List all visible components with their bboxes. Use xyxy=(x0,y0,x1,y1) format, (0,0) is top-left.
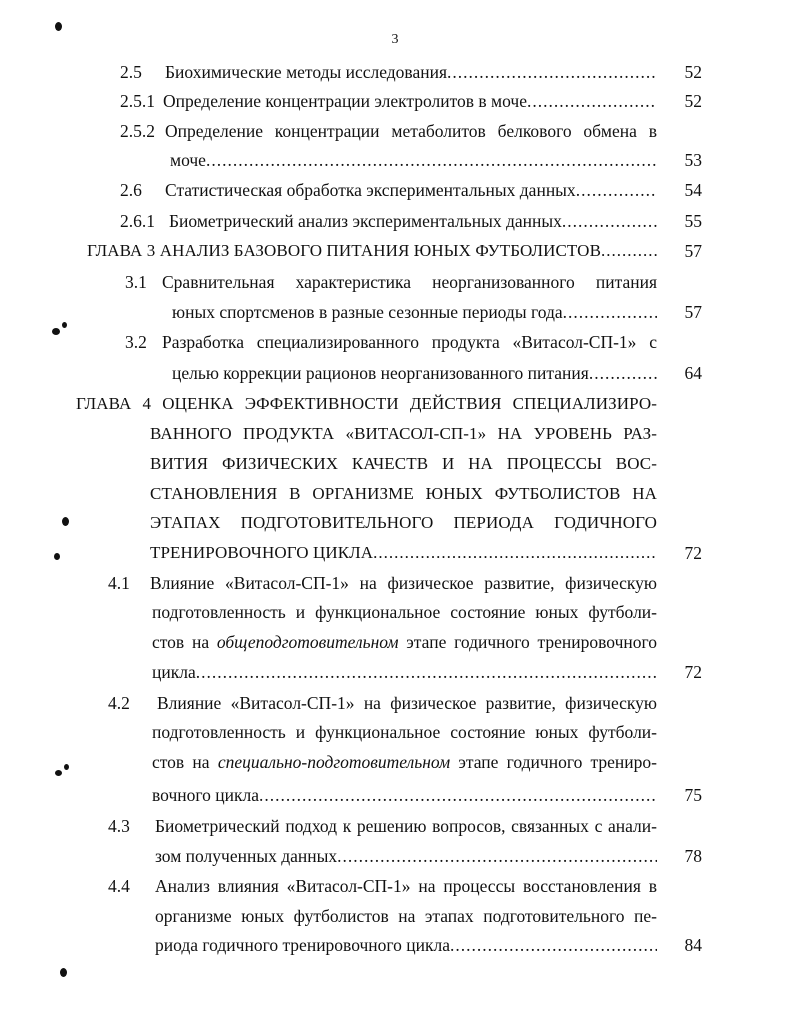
entry-title: Определение концентрации метаболитов белкового обмена в xyxy=(165,121,657,141)
entry-title: Биометрический подход к решению вопросов, связанных с анали- xyxy=(155,816,657,836)
chapter-entry xyxy=(150,542,657,564)
entry-title: зом полученных данных xyxy=(155,846,338,866)
chapter-title: ВАННОГО ПРОДУКТА «ВИТАСОЛ-СП-1» НА УРОВЕНЬ РАЗ- xyxy=(150,424,657,443)
entry-title xyxy=(152,631,657,653)
entry-page: 55 xyxy=(684,211,702,231)
entry-page: 78 xyxy=(684,846,702,866)
entry-title: Сравнительная характеристика неорганизованного питания xyxy=(162,272,657,292)
scan-speck xyxy=(62,517,69,526)
entry-number: 2.6 xyxy=(120,180,142,200)
entry-title: организме юных футболистов на этапах подготовительного пе- xyxy=(155,906,657,926)
leader-dots xyxy=(206,149,657,171)
leader-dots xyxy=(589,362,657,384)
entry-title: моче xyxy=(170,150,206,170)
entry-number: 2.5 xyxy=(120,62,142,82)
chapter-title: ВИТИЯ ФИЗИЧЕСКИХ КАЧЕСТВ И НА ПРОЦЕССЫ ВОС- xyxy=(150,454,657,473)
entry-number: 3.1 xyxy=(125,272,147,292)
leader-dots xyxy=(562,210,657,232)
page-number: 3 xyxy=(391,32,399,47)
toc-entry xyxy=(163,90,657,112)
entry-title: целью коррекции рационов неорганизованного питания xyxy=(172,363,589,383)
entry-title: Статистическая обработка экспериментальных данных xyxy=(165,180,576,200)
scan-speck xyxy=(55,22,62,31)
entry-title: юных спортсменов в разные сезонные периоды года xyxy=(172,302,563,322)
leader-dots xyxy=(527,90,657,112)
entry-title: цикла xyxy=(152,662,196,682)
toc-entry xyxy=(152,784,657,806)
scan-speck xyxy=(62,322,67,328)
entry-title: риода годичного тренировочного цикла xyxy=(155,935,451,955)
leader-dots xyxy=(447,61,657,83)
entry-page: 52 xyxy=(684,91,702,111)
title-text: этапе годичного трениро- xyxy=(458,752,657,772)
entry-number: 2.6.1 xyxy=(120,211,155,231)
entry-page: 57 xyxy=(684,302,702,322)
chapter-title: СТАНОВЛЕНИЯ В ОРГАНИЗМЕ ЮНЫХ ФУТБОЛИСТОВ НА xyxy=(150,484,657,503)
entry-title: подготовленность и функциональное состояние юных футболи- xyxy=(152,602,657,622)
scan-speck xyxy=(55,770,62,776)
entry-title: Биохимические методы исследования xyxy=(165,62,448,82)
entry-page: 72 xyxy=(684,543,702,563)
toc-entry xyxy=(155,845,657,867)
title-emphasis: общеподготовительном xyxy=(216,632,399,652)
toc-entry xyxy=(172,301,657,323)
entry-number: 4.2 xyxy=(108,693,130,713)
leader-dots xyxy=(601,240,657,262)
entry-number: 4.1 xyxy=(108,573,130,593)
entry-page: 72 xyxy=(684,662,702,682)
toc-entry xyxy=(169,210,657,232)
toc-entry xyxy=(155,934,657,956)
chapter-title: ГЛАВА 3 АНАЛИЗ БАЗОВОГО ПИТАНИЯ ЮНЫХ ФУТБОЛИСТОВ xyxy=(87,241,602,260)
toc-entry xyxy=(170,149,657,171)
entry-title: Биометрический анализ экспериментальных данных xyxy=(169,211,562,231)
entry-page: 84 xyxy=(684,935,702,955)
entry-title: Определение концентрации электролитов в моче xyxy=(163,91,527,111)
entry-title: подготовленность и функциональное состояние юных футболи- xyxy=(152,722,657,742)
leader-dots xyxy=(259,784,657,806)
entry-title: Влияние «Витасол-СП-1» на физическое развитие, физическую xyxy=(157,693,657,713)
toc-entry xyxy=(165,61,657,83)
entry-title: Разработка специализированного продукта «Витасол-СП-1» с xyxy=(162,332,657,352)
leader-dots xyxy=(576,179,657,201)
toc-entry xyxy=(165,179,657,201)
entry-title: вочного цикла xyxy=(152,785,259,805)
entry-page: 52 xyxy=(684,62,702,82)
title-text: стов на xyxy=(152,632,217,652)
leader-dots xyxy=(337,845,657,867)
leader-dots xyxy=(373,542,657,564)
entry-number: 4.3 xyxy=(108,816,130,836)
leader-dots xyxy=(196,661,657,683)
chapter-title: ГЛАВА 4 ОЦЕНКА ЭФФЕКТИВНОСТИ ДЕЙСТВИЯ СПЕЦИАЛИЗИРО- xyxy=(76,394,657,413)
title-emphasis: специально-подготовительном xyxy=(217,752,451,772)
entry-page: 54 xyxy=(684,180,702,200)
entry-title xyxy=(152,751,657,773)
title-text: стов на xyxy=(152,752,218,772)
entry-number: 3.2 xyxy=(125,332,147,352)
scan-speck xyxy=(54,553,60,560)
entry-title: Анализ влияния «Витасол-СП-1» на процессы восстановления в xyxy=(155,876,657,896)
chapter-title: ТРЕНИРОВОЧНОГО ЦИКЛА xyxy=(150,543,374,562)
entry-page: 75 xyxy=(684,785,702,805)
entry-page: 57 xyxy=(684,241,702,261)
scan-speck xyxy=(64,764,69,770)
chapter-title: ЭТАПАХ ПОДГОТОВИТЕЛЬНОГО ПЕРИОДА ГОДИЧНОГО xyxy=(150,513,657,532)
leader-dots xyxy=(450,934,657,956)
entry-number: 2.5.2 xyxy=(120,121,155,141)
entry-page: 64 xyxy=(684,363,702,383)
entry-page: 53 xyxy=(684,150,702,170)
scan-speck xyxy=(60,968,67,977)
entry-title: Влияние «Витасол-СП-1» на физическое развитие, физическую xyxy=(150,573,657,593)
scan-speck xyxy=(52,328,60,335)
leader-dots xyxy=(563,301,657,323)
chapter-entry xyxy=(87,240,657,262)
entry-number: 2.5.1 xyxy=(120,91,155,111)
title-text: этапе годичного тренировочного xyxy=(406,632,657,652)
toc-entry xyxy=(172,362,657,384)
entry-number: 4.4 xyxy=(108,876,130,896)
toc-entry xyxy=(152,661,657,683)
